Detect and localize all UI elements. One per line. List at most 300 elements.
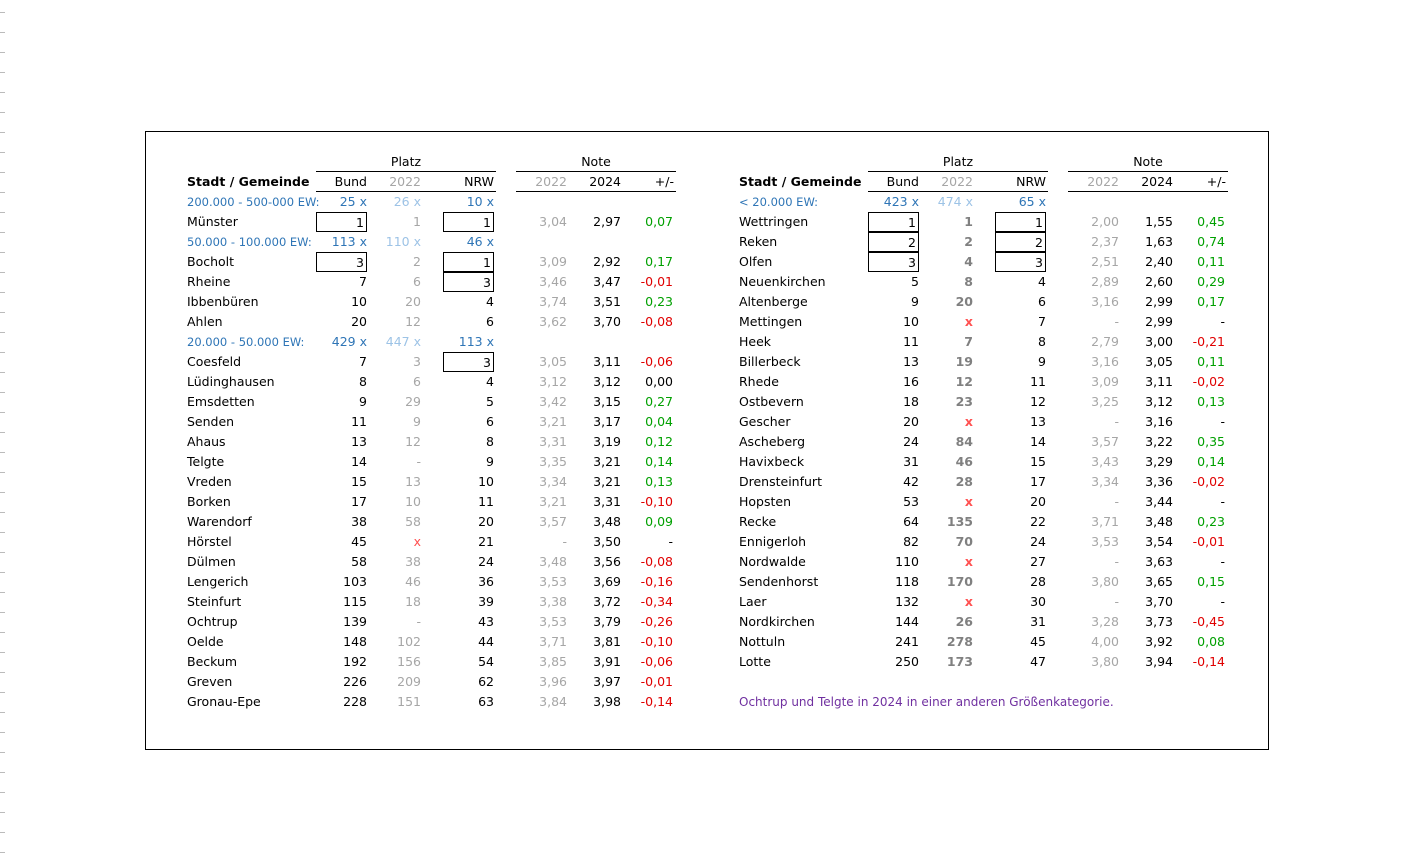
city-name: Billerbeck [739,354,801,369]
grade-2022: 3,31 [539,434,567,449]
rank-bund: 3 [316,252,367,272]
rank-bund: 148 [343,634,367,649]
grade-2022: 3,16 [1091,354,1119,369]
rank-nrw: 6 [486,314,494,329]
rank-bund: 3 [868,252,919,272]
rank-bund: 20 [351,314,367,329]
rank-2022: 28 [955,474,973,489]
header-note-2024: 2024 [1141,174,1173,189]
grade-diff: 0,23 [645,294,673,309]
grade-diff: - [1220,554,1225,569]
rank-2022: 46 [405,574,421,589]
grade-2022: 3,71 [1091,514,1119,529]
rank-bund: 1 [316,212,367,232]
header-bund: Bund [334,174,367,189]
category-count-2022: 447 x [385,334,421,349]
city-name: Münster [187,214,238,229]
grade-2024: 3,73 [1145,614,1173,629]
grade-diff: - [1220,594,1225,609]
rank-bund: 53 [903,494,919,509]
grade-2024: 3,36 [1145,474,1173,489]
rank-nrw: 31 [1030,614,1046,629]
rank-bund: 31 [903,454,919,469]
rank-2022: 8 [964,274,973,289]
category-label: 50.000 - 100.000 EW: [187,235,312,249]
grade-2024: 1,55 [1145,214,1173,229]
grade-2024: 3,22 [1145,434,1173,449]
rank-bund: 20 [903,414,919,429]
rank-2022: 7 [964,334,973,349]
rank-bund: 9 [911,294,919,309]
grade-2024: 3,44 [1145,494,1173,509]
rank-nrw: 24 [1030,534,1046,549]
category-label: < 20.000 EW: [739,195,819,209]
grade-diff: -0,02 [1192,374,1225,389]
city-name: Ochtrup [187,614,238,629]
rank-bund: 13 [351,434,367,449]
rank-2022: 20 [955,294,973,309]
header-nrw: NRW [1016,174,1046,189]
rank-2022: 2 [413,254,421,269]
grade-2024: 3,47 [593,274,621,289]
grade-2024: 3,31 [593,494,621,509]
rank-bund: 14 [351,454,367,469]
city-name: Rheine [187,274,231,289]
header-platz: Platz [390,154,422,169]
grade-2022: - [1114,494,1119,509]
rank-2022: x [413,534,421,549]
category-count-2022: 110 x [385,234,421,249]
header-diff: +/- [1206,174,1226,189]
grade-2024: 3,65 [1145,574,1173,589]
rank-2022: 12 [405,314,421,329]
city-name: Ostbevern [739,394,804,409]
rank-nrw: 28 [1030,574,1046,589]
city-name: Havixbeck [739,454,805,469]
rank-2022: 1 [964,214,973,229]
rank-nrw: 20 [478,514,494,529]
rank-2022: 6 [413,274,421,289]
grade-diff: -0,01 [640,674,673,689]
rank-bund: 11 [903,334,919,349]
rank-nrw: 11 [1030,374,1046,389]
grade-2022: 3,09 [539,254,567,269]
grade-diff: -0,08 [640,314,673,329]
grade-2024: 3,12 [1145,394,1173,409]
header-note: Note [581,154,611,169]
grade-2022: 3,25 [1091,394,1119,409]
grade-diff: 0,00 [645,374,673,389]
rank-bund: 226 [343,674,367,689]
header-note-2024: 2024 [589,174,621,189]
city-name: Ahaus [187,434,226,449]
rank-nrw: 3 [995,252,1046,272]
rank-nrw: 14 [1030,434,1046,449]
rank-nrw: 30 [1030,594,1046,609]
city-name: Gronau-Epe [187,694,261,709]
grade-2024: 3,94 [1145,654,1173,669]
header-note-2022: 2022 [1087,174,1119,189]
city-name: Hopsten [739,494,792,509]
grade-2022: 2,00 [1091,214,1119,229]
grade-2022: 3,84 [539,694,567,709]
city-name: Nordwalde [739,554,806,569]
rank-bund: 64 [903,514,919,529]
grade-diff: 0,45 [1197,214,1225,229]
category-count-bund: 429 x [331,334,367,349]
grade-2022: - [1114,594,1119,609]
grade-2024: 3,21 [593,454,621,469]
rank-bund: 8 [359,374,367,389]
header-underline [516,191,676,192]
city-name: Drensteinfurt [739,474,822,489]
header-platz: Platz [942,154,974,169]
grade-2024: 3,91 [593,654,621,669]
rank-nrw: 3 [443,352,494,372]
rank-nrw: 4 [1038,274,1046,289]
rank-2022: 1 [413,214,421,229]
rank-bund: 118 [895,574,919,589]
city-name: Olfen [739,254,773,269]
grade-2022: 2,51 [1091,254,1119,269]
city-name: Coesfeld [187,354,242,369]
rank-nrw: 47 [1030,654,1046,669]
grade-diff: - [1220,314,1225,329]
rank-2022: x [964,414,973,429]
category-label: 200.000 - 500-000 EW: [187,195,320,209]
grade-2024: 3,72 [593,594,621,609]
city-name: Lüdinghausen [187,374,275,389]
rank-2022: 58 [405,514,421,529]
rank-2022: 151 [397,694,421,709]
grade-2022: 3,34 [539,474,567,489]
grade-2022: 3,35 [539,454,567,469]
rank-2022: - [416,614,421,629]
grade-2022: - [1114,414,1119,429]
grade-2022: 3,34 [1091,474,1119,489]
grade-diff: -0,26 [640,614,673,629]
rank-bund: 228 [343,694,367,709]
grade-diff: - [1220,414,1225,429]
city-name: Oelde [187,634,224,649]
grade-2022: 3,53 [539,614,567,629]
category-count-nrw: 10 x [466,194,494,209]
rank-2022: 2 [964,234,973,249]
rank-bund: 38 [351,514,367,529]
rank-2022: 23 [955,394,973,409]
rank-bund: 17 [351,494,367,509]
city-name: Mettingen [739,314,803,329]
grade-diff: -0,06 [640,354,673,369]
rank-bund: 115 [343,594,367,609]
rank-2022: 209 [397,674,421,689]
header-underline [1068,191,1228,192]
rank-bund: 45 [351,534,367,549]
rank-bund: 58 [351,554,367,569]
header-platz-2022: 2022 [941,174,973,189]
grade-diff: 0,29 [1197,274,1225,289]
rank-nrw: 4 [486,294,494,309]
grade-2022: 3,71 [539,634,567,649]
city-name: Telgte [187,454,225,469]
grade-2022: 3,21 [539,414,567,429]
rank-nrw: 44 [478,634,494,649]
rank-bund: 18 [903,394,919,409]
rank-nrw: 24 [478,554,494,569]
grade-2022: 3,05 [539,354,567,369]
city-name: Bocholt [187,254,235,269]
city-name: Beckum [187,654,238,669]
grade-diff: -0,14 [1192,654,1225,669]
rank-nrw: 17 [1030,474,1046,489]
grade-2024: 3,11 [1145,374,1173,389]
rank-nrw: 8 [1038,334,1046,349]
city-name: Neuenkirchen [739,274,826,289]
grade-diff: -0,16 [640,574,673,589]
grade-2022: 3,16 [1091,294,1119,309]
grade-diff: 0,14 [645,454,673,469]
rank-nrw: 9 [486,454,494,469]
grade-2022: 3,46 [539,274,567,289]
city-name: Ahlen [187,314,223,329]
category-count-bund: 113 x [331,234,367,249]
rank-nrw: 1 [443,252,494,272]
grade-2024: 3,54 [1145,534,1173,549]
city-name: Lengerich [187,574,249,589]
header-diff: +/- [654,174,674,189]
grade-2024: 3,97 [593,674,621,689]
rank-2022: 19 [955,354,973,369]
grade-2024: 3,15 [593,394,621,409]
rank-bund: 241 [895,634,919,649]
rank-bund: 5 [911,274,919,289]
rank-2022: 6 [413,374,421,389]
rank-nrw: 9 [1038,354,1046,369]
grade-diff: - [668,534,673,549]
grade-2022: 3,53 [1091,534,1119,549]
city-name: Senden [187,414,235,429]
rank-bund: 1 [868,212,919,232]
rank-2022: x [964,594,973,609]
grade-2024: 3,29 [1145,454,1173,469]
rank-2022: 12 [955,374,973,389]
rank-nrw: 1 [995,212,1046,232]
rank-bund: 103 [343,574,367,589]
rank-nrw: 5 [486,394,494,409]
grade-2022: - [562,534,567,549]
grade-2024: 3,05 [1145,354,1173,369]
grade-diff: -0,06 [640,654,673,669]
rank-nrw: 62 [478,674,494,689]
rank-2022: 156 [397,654,421,669]
city-name: Wettringen [739,214,809,229]
grade-diff: 0,11 [1197,354,1225,369]
header-stadt: Stadt / Gemeinde [739,174,862,189]
rank-2022: x [964,314,973,329]
grade-2022: 3,57 [539,514,567,529]
grade-2024: 1,63 [1145,234,1173,249]
rank-2022: 38 [405,554,421,569]
rank-nrw: 2 [995,232,1046,252]
rank-2022: 278 [946,634,973,649]
grade-diff: 0,04 [645,414,673,429]
grade-diff: 0,27 [645,394,673,409]
grade-2024: 3,12 [593,374,621,389]
rank-nrw: 54 [478,654,494,669]
rank-bund: 10 [351,294,367,309]
grade-diff: 0,14 [1197,454,1225,469]
grade-2024: 3,21 [593,474,621,489]
rank-2022: 26 [955,614,973,629]
grade-diff: -0,21 [1192,334,1225,349]
rank-nrw: 1 [443,212,494,232]
grade-diff: 0,07 [645,214,673,229]
city-name: Vreden [187,474,232,489]
grade-2022: 3,80 [1091,574,1119,589]
rank-nrw: 27 [1030,554,1046,569]
grade-2024: 3,00 [1145,334,1173,349]
grade-diff: 0,74 [1197,234,1225,249]
grade-2024: 3,51 [593,294,621,309]
category-count-bund: 423 x [883,194,919,209]
grade-diff: -0,10 [640,494,673,509]
grade-2024: 3,69 [593,574,621,589]
rank-bund: 11 [351,414,367,429]
grade-2022: 3,48 [539,554,567,569]
header-platz-2022: 2022 [389,174,421,189]
rank-bund: 250 [895,654,919,669]
rank-bund: 10 [903,314,919,329]
city-name: Recke [739,514,777,529]
grade-diff: 0,08 [1197,634,1225,649]
rank-nrw: 6 [486,414,494,429]
city-name: Emsdetten [187,394,255,409]
grade-diff: -0,45 [1192,614,1225,629]
grade-2022: 3,28 [1091,614,1119,629]
rank-2022: 135 [946,514,973,529]
grade-diff: - [1220,494,1225,509]
grade-diff: 0,13 [645,474,673,489]
rank-nrw: 39 [478,594,494,609]
grade-2024: 3,56 [593,554,621,569]
rank-2022: x [964,554,973,569]
grade-diff: 0,17 [645,254,673,269]
city-name: Warendorf [187,514,252,529]
rank-2022: 10 [405,494,421,509]
category-label: 20.000 - 50.000 EW: [187,335,305,349]
header-nrw: NRW [464,174,494,189]
rank-bund: 139 [343,614,367,629]
grade-2024: 3,79 [593,614,621,629]
grade-diff: -0,08 [640,554,673,569]
city-name: Hörstel [187,534,232,549]
rank-nrw: 36 [478,574,494,589]
grade-2024: 3,92 [1145,634,1173,649]
city-name: Borken [187,494,231,509]
grade-2024: 3,16 [1145,414,1173,429]
grade-2022: - [1114,554,1119,569]
rank-2022: 170 [946,574,973,589]
rank-nrw: 45 [1030,634,1046,649]
grade-2022: 3,09 [1091,374,1119,389]
city-name: Ascheberg [739,434,806,449]
grade-2022: 3,62 [539,314,567,329]
rank-nrw: 11 [478,494,494,509]
rank-2022: 12 [405,434,421,449]
grade-diff: 0,35 [1197,434,1225,449]
rank-bund: 16 [903,374,919,389]
city-name: Altenberge [739,294,808,309]
grade-2024: 3,70 [1145,594,1173,609]
grade-2024: 2,99 [1145,314,1173,329]
category-count-2022: 26 x [393,194,421,209]
rank-nrw: 10 [478,474,494,489]
grade-2022: - [1114,314,1119,329]
city-name: Ibbenbüren [187,294,259,309]
footnote: Ochtrup und Telgte in 2024 in einer anderen Größenkategorie. [739,695,1114,709]
rank-2022: 84 [955,434,973,449]
grade-diff: 0,15 [1197,574,1225,589]
city-name: Lotte [739,654,771,669]
rank-nrw: 43 [478,614,494,629]
rank-2022: 70 [955,534,973,549]
rank-bund: 144 [895,614,919,629]
rank-nrw: 15 [1030,454,1046,469]
grade-diff: 0,13 [1197,394,1225,409]
city-name: Nordkirchen [739,614,815,629]
grade-diff: -0,02 [1192,474,1225,489]
grade-diff: 0,17 [1197,294,1225,309]
grade-2022: 4,00 [1091,634,1119,649]
rank-2022: 29 [405,394,421,409]
grade-2024: 3,81 [593,634,621,649]
rank-bund: 82 [903,534,919,549]
city-name: Reken [739,234,778,249]
rank-nrw: 12 [1030,394,1046,409]
grade-2022: 3,43 [1091,454,1119,469]
grade-diff: 0,11 [1197,254,1225,269]
rank-nrw: 3 [443,272,494,292]
rank-2022: 173 [946,654,973,669]
grade-2022: 2,37 [1091,234,1119,249]
grade-2024: 2,99 [1145,294,1173,309]
category-count-nrw: 46 x [466,234,494,249]
grade-2024: 3,70 [593,314,621,329]
rank-bund: 2 [868,232,919,252]
rank-bund: 42 [903,474,919,489]
rank-nrw: 8 [486,434,494,449]
city-name: Heek [739,334,772,349]
rank-bund: 7 [359,274,367,289]
grade-2024: 3,48 [1145,514,1173,529]
grade-diff: -0,14 [640,694,673,709]
city-name: Steinfurt [187,594,242,609]
rank-bund: 9 [359,394,367,409]
rank-nrw: 4 [486,374,494,389]
grade-2024: 3,63 [1145,554,1173,569]
rank-nrw: 20 [1030,494,1046,509]
header-stadt: Stadt / Gemeinde [187,174,310,189]
grade-2024: 3,17 [593,414,621,429]
header-note: Note [1133,154,1163,169]
rank-nrw: 13 [1030,414,1046,429]
grade-2022: 3,96 [539,674,567,689]
grade-2022: 3,80 [1091,654,1119,669]
grade-diff: 0,23 [1197,514,1225,529]
grade-2022: 2,79 [1091,334,1119,349]
rank-nrw: 22 [1030,514,1046,529]
rank-2022: x [964,494,973,509]
